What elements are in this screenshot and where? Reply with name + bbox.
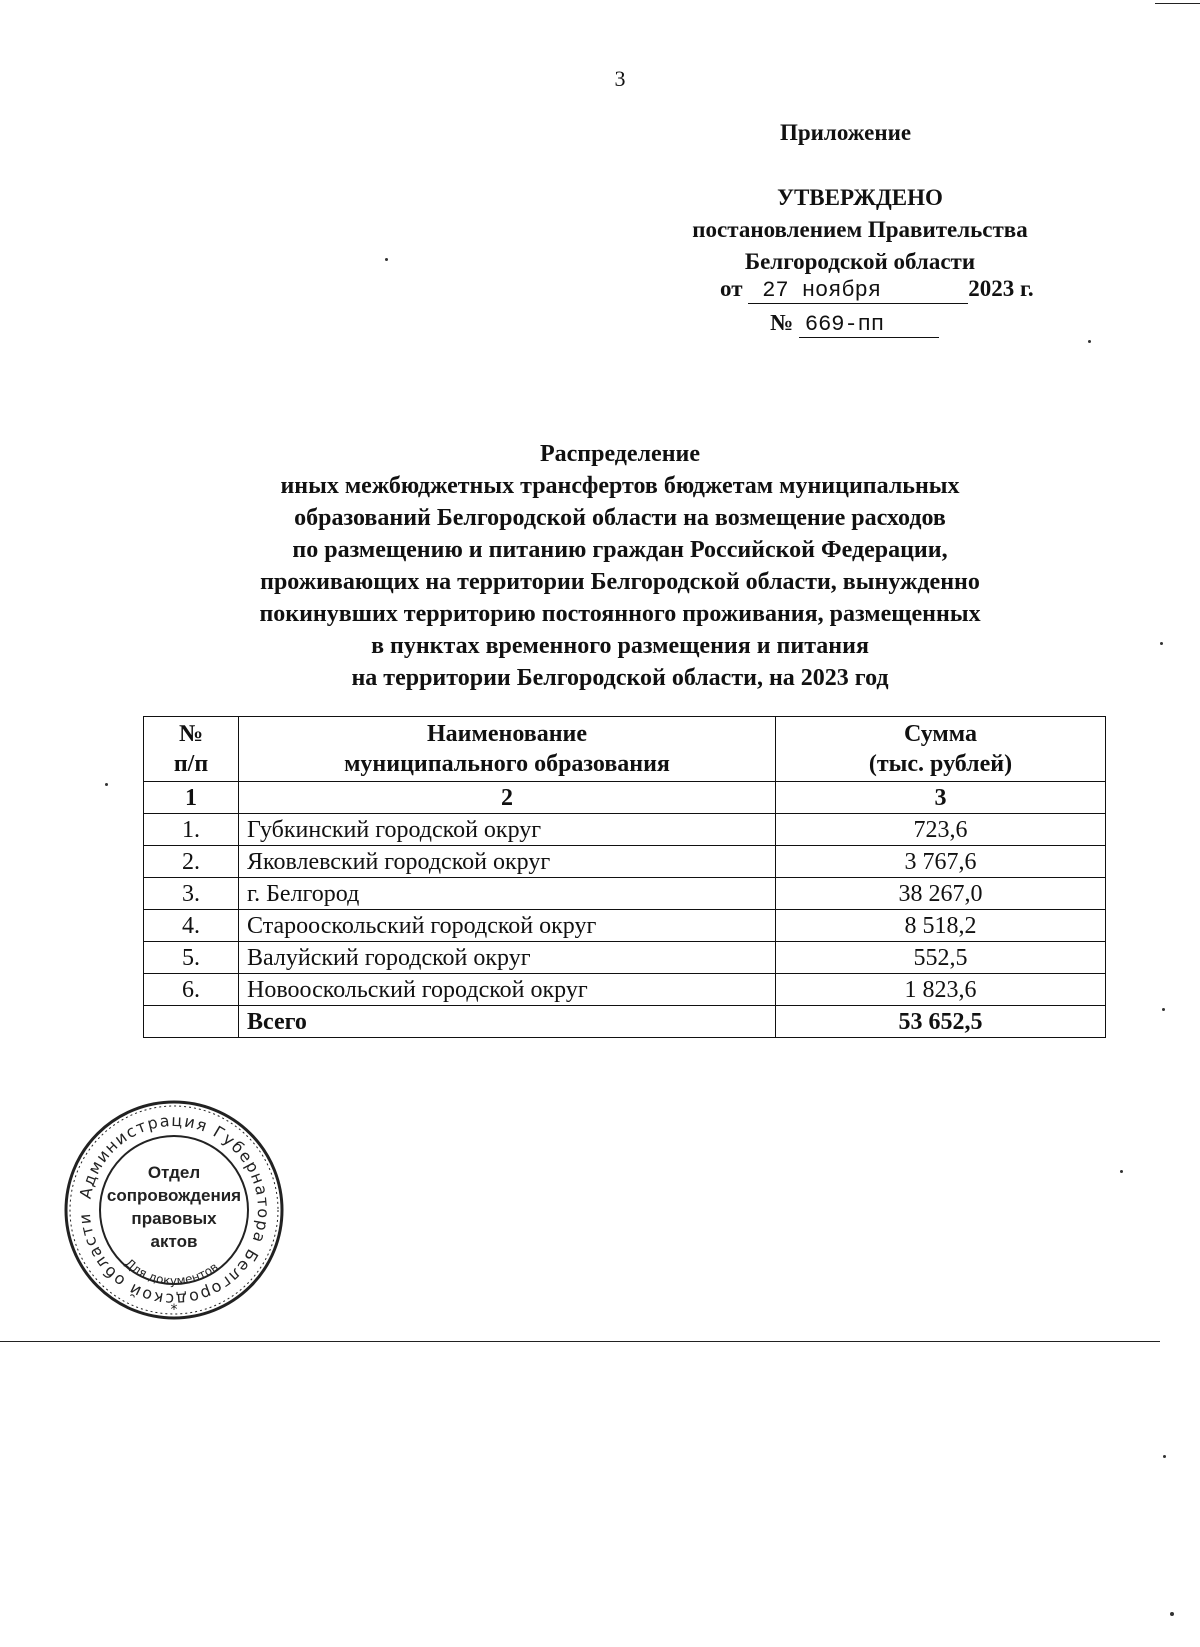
table-row — [144, 910, 1106, 942]
scan-speck — [385, 258, 388, 261]
row-municipality: Валуйский городской округ — [239, 942, 776, 974]
total-label: Всего — [239, 1006, 776, 1038]
total-row — [144, 1006, 1106, 1038]
title-line: в пунктах временного размещения и питания — [371, 633, 869, 659]
row-number: 1. — [144, 814, 239, 846]
header-name — [239, 717, 776, 782]
table-row — [144, 814, 1106, 846]
bottom-rule — [0, 1341, 1160, 1342]
header-amount-line-2: (тыс. рублей) — [868, 751, 1013, 777]
title-line: покинувших территорию постоянного проживания, размещенных — [259, 601, 981, 627]
row-amount: 3 767,6 — [776, 846, 1106, 878]
row-municipality: г. Белгород — [239, 878, 776, 910]
appendix-label: Приложение — [780, 120, 912, 145]
scan-speck — [1162, 1008, 1165, 1011]
header-name-line-2: муниципального образования — [344, 751, 670, 777]
total-number — [144, 1006, 239, 1038]
approval-number-line — [770, 310, 939, 338]
approved-label: УТВЕРЖДЕНО — [777, 185, 943, 210]
stamp-bottom-text: Для документов — [122, 1255, 221, 1288]
title-line: проживающих на территории Белгородской области, вынужденно — [260, 569, 980, 595]
row-number: 3. — [144, 878, 239, 910]
column-number: 3 — [776, 782, 1106, 814]
document-title — [130, 438, 1110, 694]
row-municipality: Губкинский городской округ — [239, 814, 776, 846]
row-municipality: Новооскольский городской округ — [239, 974, 776, 1006]
row-municipality: Яковлевский городской округ — [239, 846, 776, 878]
stamp-star: * — [170, 1302, 178, 1318]
header-number-line-2: п/п — [173, 751, 209, 777]
row-amount: 8 518,2 — [776, 910, 1106, 942]
header-name-line-1: Наименование — [427, 721, 587, 747]
scan-speck — [1120, 1170, 1123, 1173]
header-amount — [776, 717, 1106, 782]
row-municipality: Старооскольский городской округ — [239, 910, 776, 942]
handwritten-number: 669-пп — [799, 312, 939, 338]
title-line: по размещению и питанию граждан Российской Федерации, — [292, 537, 948, 563]
official-stamp — [62, 1098, 286, 1322]
title-line: иных межбюджетных трансфертов бюджетам муниципальных — [280, 473, 960, 499]
stamp-center-line: правовых — [131, 1209, 217, 1228]
top-edge-rule — [1155, 3, 1200, 4]
row-number: 6. — [144, 974, 239, 1006]
handwritten-date: 27 ноября — [748, 278, 968, 304]
approval-date-line — [720, 276, 1034, 304]
stamp-center-line: сопровождения — [106, 1186, 242, 1205]
scan-speck — [1170, 1612, 1174, 1616]
stamp-center-line: Отдел — [147, 1163, 201, 1182]
row-amount: 38 267,0 — [776, 878, 1106, 910]
column-number-row — [144, 782, 1106, 814]
scan-speck — [1088, 340, 1091, 343]
table-header-row — [144, 717, 1106, 782]
table-row — [144, 942, 1106, 974]
title-line: образований Белгородской области на возмещение расходов — [294, 505, 946, 531]
table-row — [144, 878, 1106, 910]
table-row — [144, 974, 1106, 1006]
stamp-ring-text: Администрация Губернатора Белгородской области — [74, 1110, 274, 1310]
scan-speck — [1160, 642, 1163, 645]
date-prefix: от — [720, 276, 743, 301]
row-amount: 552,5 — [776, 942, 1106, 974]
column-number: 1 — [144, 782, 239, 814]
table-row — [144, 846, 1106, 878]
header-number-line-1: № — [178, 721, 204, 747]
scan-speck — [1163, 1455, 1166, 1458]
scan-speck — [105, 783, 108, 786]
row-number: 2. — [144, 846, 239, 878]
number-prefix: № — [770, 310, 794, 335]
stamp-center-line: актов — [150, 1232, 198, 1251]
approval-block — [640, 182, 1080, 278]
column-number: 2 — [239, 782, 776, 814]
approved-by-line-2: Белгородской области — [744, 249, 976, 274]
title-heading: Распределение — [539, 441, 701, 467]
total-amount: 53 652,5 — [776, 1006, 1106, 1038]
title-line: на территории Белгородской области, на 2023 год — [351, 665, 889, 691]
approved-by-line-1: постановлением Правительства — [692, 217, 1028, 242]
page-number: 3 — [614, 66, 626, 91]
row-number: 5. — [144, 942, 239, 974]
row-amount: 723,6 — [776, 814, 1106, 846]
row-number: 4. — [144, 910, 239, 942]
distribution-table — [143, 716, 1106, 1038]
header-amount-line-1: Сумма — [904, 721, 977, 747]
row-amount: 1 823,6 — [776, 974, 1106, 1006]
date-suffix: 2023 г. — [968, 276, 1034, 301]
header-number — [144, 717, 239, 782]
